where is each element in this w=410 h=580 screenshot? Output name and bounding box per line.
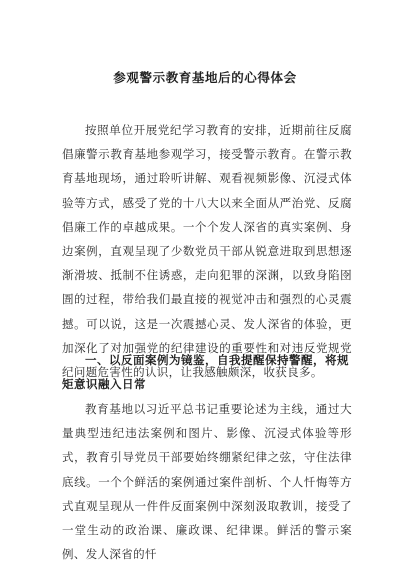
body-paragraph-1: 按照单位开展党纪学习教育的安排，近期前往反腐倡廉警示教育基地参观学习，接受警示教育。在警示教育基地现场，通过聆听讲解、观看视频影像、沉浸式体验等方式，感受了党的十八大以来全面从严治党、反腐倡廉工作的卓越成果。一个个发人深省的真实案例、身边案例，直观呈现了少数党员干部从锐意进取到思想逐渐滑坡、抵制不住诱惑，走向犯罪的深渊，以致身陷囹圄的过程，带给我们最直接的视觉冲击和强烈的心灵震撼。可以说，这是一次震撼心灵、发人深省的体验，更加深化了对加强党的纪律建设的重要性和对违反党规党纪问题危害性的认识，让我感触颇深，收获良多。 bbox=[62, 123, 352, 380]
section-heading-1: 一、以反面案例为镜鉴，自我提醒保持警醒，将规矩意识融入日常 bbox=[62, 353, 349, 391]
document-title: 参观警示教育基地后的心得体会 bbox=[113, 70, 297, 85]
body-paragraph-2: 教育基地以习近平总书记重要论述为主线，通过大量典型违纪违法案例和图片、影像、沉浸式体验等形式，教育引导党员干部要始终绷紧纪律之弦，守住法律底线。一个个鲜活的案例通过案件剖析、个人忏悔等方式直观呈现从一件件反面案例中深刻汲取教训，接受了一堂生动的政治课、廉政课、纪律课。鲜活的警示案例、发人深省的忏 bbox=[62, 402, 352, 562]
